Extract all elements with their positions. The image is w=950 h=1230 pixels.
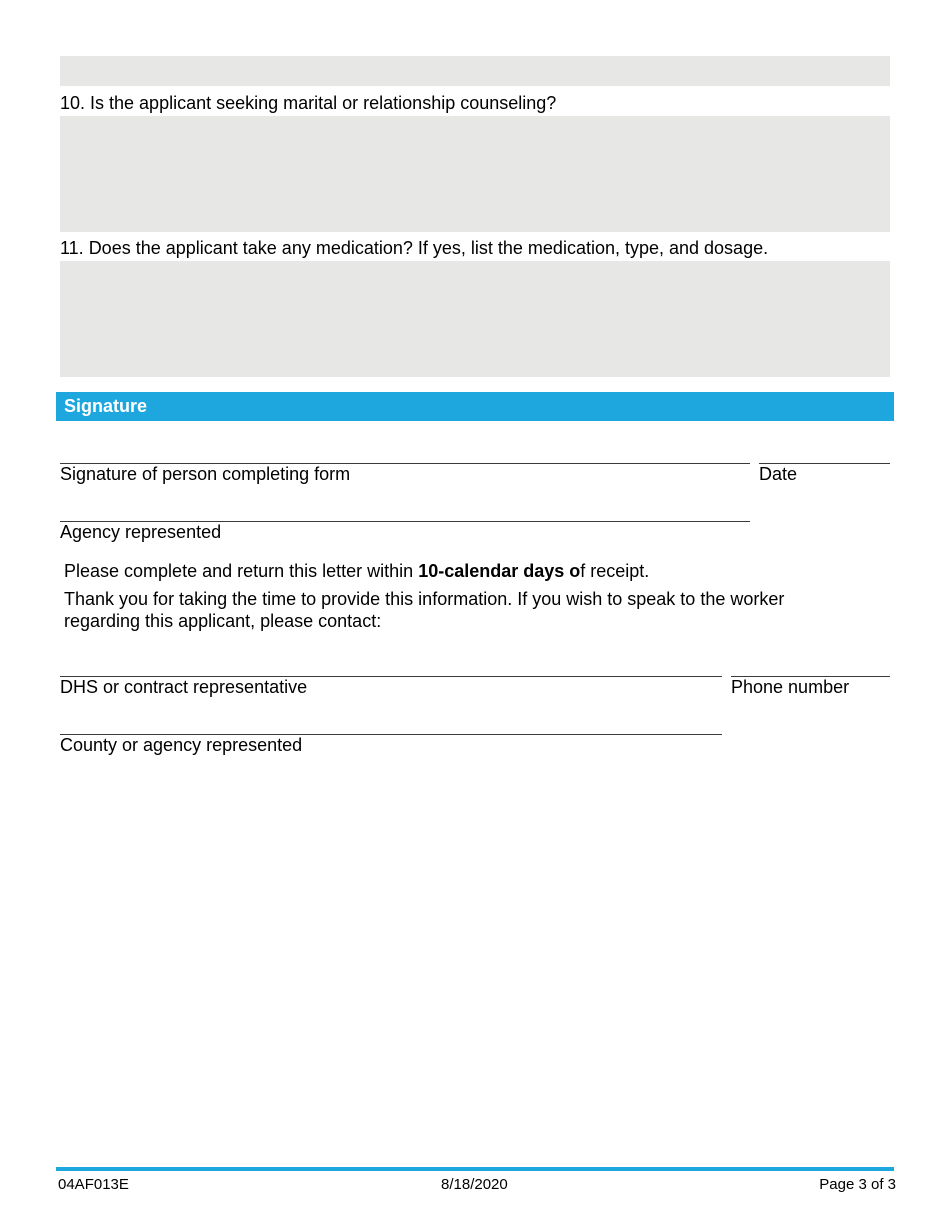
thank-you-paragraph: Thank you for taking the time to provide this information. If you wish to speak to the worker regarding this applicant, please contact: [64,589,785,631]
footer-rule [56,1167,894,1171]
page-number: Page 3 of 3 [819,1176,896,1193]
signature-label: Signature of person completing form [60,464,351,484]
question-11-label: 11. Does the applicant take any medication? If yes, list the medication, type, and dosage. [60,238,769,258]
representative-label: DHS or contract representative [60,677,308,697]
return-deadline-bold: 10-calendar days o [418,561,581,581]
date-label: Date [759,464,798,484]
return-instruction-text: Please complete and return this letter within [64,561,419,581]
return-instruction [64,560,649,582]
previous-answer-field[interactable] [60,56,890,86]
phone-label: Phone number [731,677,850,697]
signature-section-header: Signature [56,392,894,421]
question-11-answer-field[interactable] [60,261,890,377]
agency-label: Agency represented [60,522,222,542]
county-label: County or agency represented [60,735,303,755]
form-id: 04AF013E [58,1176,129,1193]
return-instruction-tail: f receipt. [580,561,650,581]
question-10-label: 10. Is the applicant seeking marital or relationship counseling? [60,93,557,113]
revision-date: 8/18/2020 [441,1176,508,1193]
question-10-answer-field[interactable] [60,116,890,232]
